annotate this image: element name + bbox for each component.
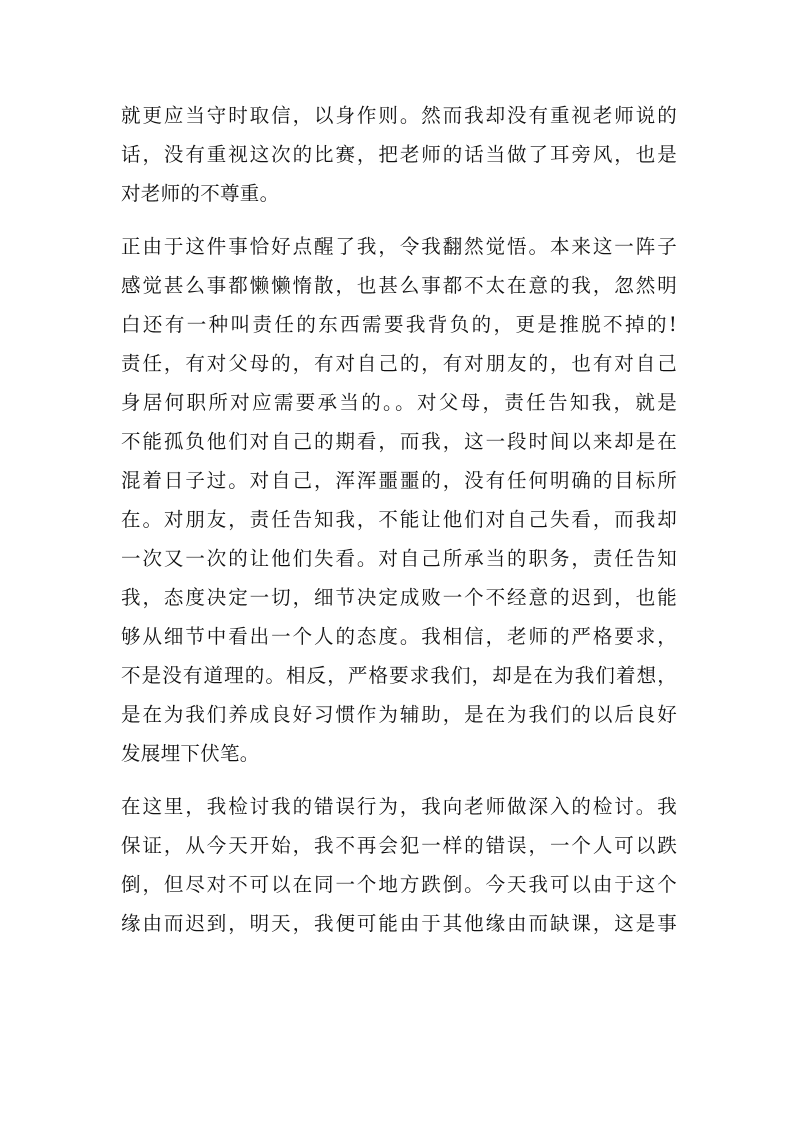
paragraph-1 [121, 96, 677, 213]
text-line: 对老师的不尊重。 [121, 182, 280, 205]
text-line: 在这里，我检讨我的错误行为，我向老师做深入的检讨。我 [121, 795, 677, 818]
text-line: 就更应当守时取信，以身作则。然而我却没有重视老师说的 [121, 104, 677, 127]
document-body [121, 96, 677, 957]
text-line: 不能孤负他们对自己的期看，而我，这一段时间以来却是在 [121, 430, 677, 453]
paragraph-3 [121, 787, 677, 943]
text-line: 身居何职所对应需要承当的。。对父母，责任告知我，就是 [121, 391, 677, 414]
text-line: 白还有一种叫责任的东西需要我背负的，更是推脱不掉的! [121, 313, 677, 336]
text-line: 感觉甚么事都懒懒惰散，也甚么事都不太在意的我，忽然明 [121, 274, 677, 297]
text-line: 保证，从今天开始，我不再会犯一样的错误，一个人可以跌 [121, 834, 677, 857]
text-line: 责任，有对父母的，有对自己的，有对朋友的，也有对自己 [121, 352, 677, 375]
text-line: 倒，但尽对不可以在同一个地方跌倒。今天我可以由于这个 [121, 873, 677, 896]
text-line: 发展埋下伏笔。 [121, 742, 260, 765]
text-line: 我，态度决定一切，细节决定成败一个不经意的迟到，也能 [121, 586, 677, 609]
text-line: 是在为我们养成良好习惯作为辅助，是在为我们的以后良好 [121, 703, 677, 726]
text-line: 不是没有道理的。相反，严格要求我们，却是在为我们着想， [121, 664, 677, 687]
text-line: 够从细节中看出一个人的态度。我相信，老师的严格要求， [121, 625, 677, 648]
text-line: 一次又一次的让他们失看。对自己所承当的职务，责任告知 [121, 547, 677, 570]
text-line: 混着日子过。对自己，浑浑噩噩的，没有任何明确的目标所 [121, 469, 677, 492]
text-line: 缘由而迟到，明天，我便可能由于其他缘由而缺课，这是事 [121, 912, 677, 935]
text-line: 话，没有重视这次的比赛，把老师的话当做了耳旁风，也是 [121, 143, 677, 166]
text-line: 正由于这件事恰好点醒了我，令我翻然觉悟。本来这一阵子 [121, 235, 677, 258]
text-line: 在。对朋友，责任告知我，不能让他们对自己失看，而我却 [121, 508, 677, 531]
paragraph-2 [121, 227, 677, 773]
